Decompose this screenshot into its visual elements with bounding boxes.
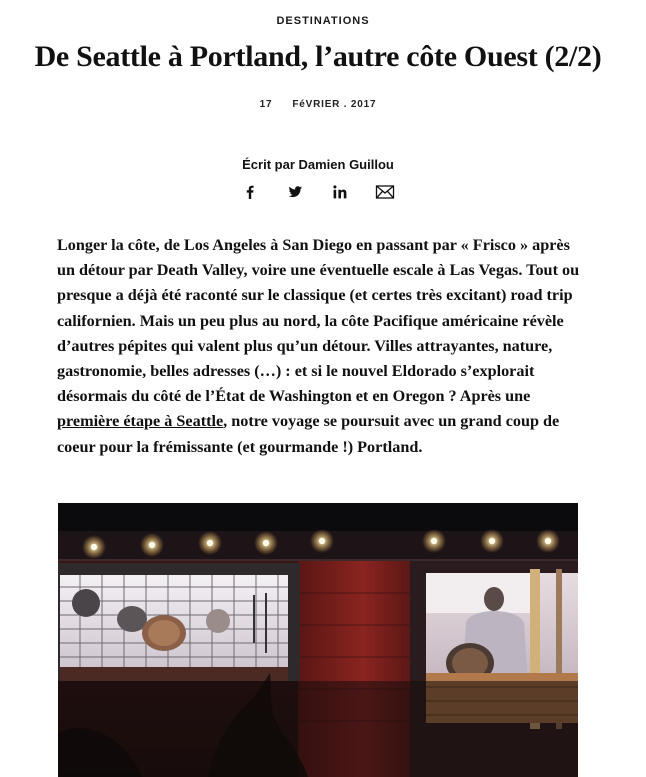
article-date [0, 99, 636, 110]
article-title: De Seattle à Portland, l’autre côte Ouest (2/2) [34, 40, 602, 73]
lede-text-end: , notre voyage se poursuit avec un grand coup de coeur pour la frémissante (et gourmande !) Portland. [57, 412, 560, 456]
lede-text-start: Longer la côte, de Los Angeles à San Diego en passant par « Frisco » après un détour par Death Valley, voire une éventuelle escale à Las Vegas. Tout ou presque a déjà été raconté sur le classique (et certes très excitant) road trip californien. Mais un peu plus au nord, la côte Pacifique américaine révèle d’autres pépites qui valent plus qu’un détour. Villes attrayantes, nature, gastronomie, belles adresses (…) : et si le nouvel Eldorado s’explorait désormais du côté de l’État de Washington et en Oregon ? Après une [57, 236, 580, 406]
linkedin-icon [330, 182, 350, 202]
twitter-share-button[interactable] [285, 182, 305, 202]
author-byline[interactable]: Écrit par Damien Guillou [242, 157, 394, 172]
category-label[interactable]: DESTINATIONS [276, 15, 370, 27]
restaurant-night-photo [58, 503, 578, 777]
linkedin-share-button[interactable] [330, 182, 350, 202]
twitter-icon [285, 182, 305, 202]
seattle-article-link[interactable]: première étape à Seattle [57, 412, 224, 431]
facebook-icon [240, 182, 260, 202]
date-month-year: FéVRIER . 2017 [292, 99, 377, 110]
email-icon [375, 182, 395, 202]
article-lede [57, 233, 585, 460]
email-share-button[interactable] [375, 182, 395, 202]
article-photo [58, 503, 578, 777]
facebook-share-button[interactable] [240, 182, 260, 202]
date-day: 17 [259, 99, 273, 110]
